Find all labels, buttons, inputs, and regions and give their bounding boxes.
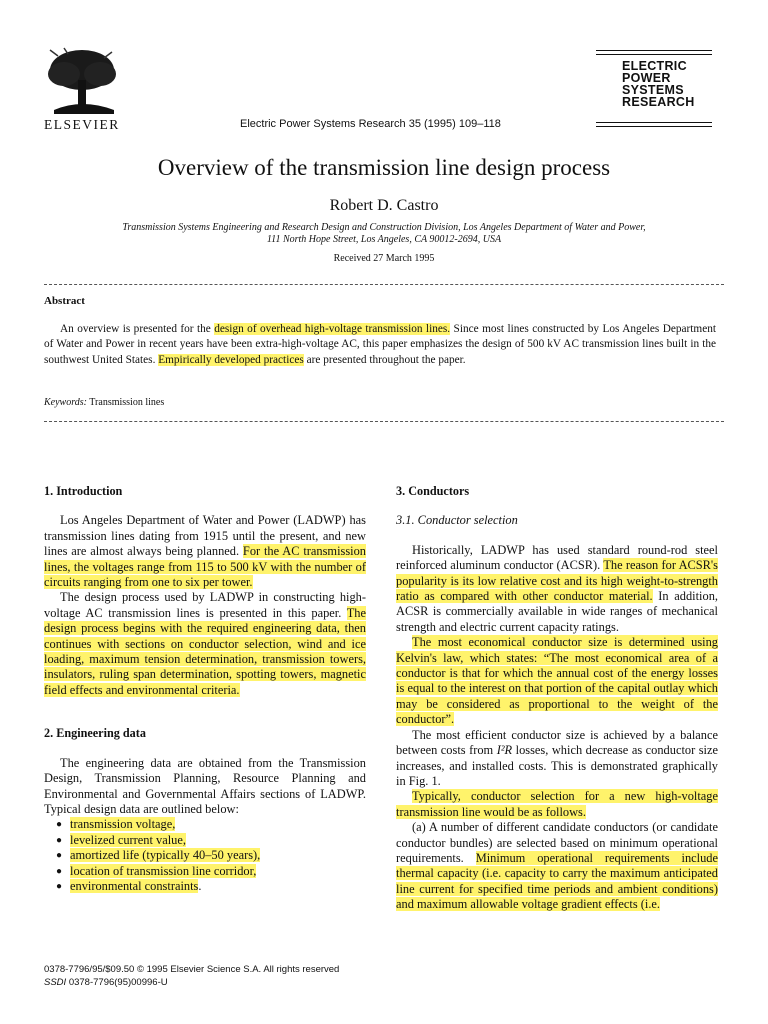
list-item: ● environmental constraints. [56,879,366,894]
journal-citation: Electric Power Systems Research 35 (1995) 109–118 [240,118,501,130]
paragraph [396,635,718,727]
elsevier-tree-logo [44,44,122,116]
paragraph: Los Angeles Department of Water and Power (LADWP) has transmission lines dating from 1915 until the present, and new lines are almost always being planned. For the AC transmission lines, the voltages range from 115 to 500 kV with the number of circuits ranging from one to six per tower. [44,513,366,590]
highlight: The design process begins with the required engineering data, then continues with sections on conductor selection, wind and ice loading, maximum tension determination, transmission towers, insulators, ruling span determination, spotting towers, magnetic field effects and environmental criteria. [44,605,366,697]
highlight: Minimum operational requirements include thermal capacity (i.e. capacity to carry the maximum anticipated line current for specified time periods and ambient conditions) and maximum allowable voltage gradient effects (i.e. [396,850,718,912]
design-data-list [44,817,366,894]
abstract-heading: Abstract [44,295,85,307]
paragraph: The most efficient conductor size is achieved by a balance between costs from I²R losses, which decrease as conductor size increases, and installed costs. This is demonstrated graphically in Fig. 1. [396,727,718,788]
author-affiliation: Transmission Systems Engineering and Research Design and Construction Division, Los Angeles Department of Water and Power, 111 North Hope Street, Los Angeles, CA 90012-2694, USA [122,222,646,245]
highlight: Empirically developed practices [158,353,304,366]
list-item: ● transmission voltage, [56,817,366,832]
keywords: Keywords: Transmission lines [44,397,165,408]
paragraph: The engineering data are obtained from the Transmission Design, Transmission Planning, Resource Planning and Environmental and Governmental Affairs sections of LADWP. Typical design data are outlined below: [44,755,366,816]
section-heading-engineering-data: 2. Engineering data [44,726,146,741]
copyright-footer: 0378-7796/95/$09.50 © 1995 Elsevier Science S.A. All rights reserved SSDI 0378-7796(95)00996-U [44,964,340,988]
journal-logo [596,48,712,130]
article-author: Robert D. Castro [329,197,439,214]
abstract-text: An overview is presented for the design of overhead high-voltage transmission lines. Since most lines constructed by Los Angeles Department of Water and Power in recent years have been extra-high-voltage AC, this paper emphasizes the design of 500 kV AC transmission lines built in the southwest United States. Empirically developed practices are presented throughout the paper. [44,323,717,366]
list-item: ● location of transmission line corridor, [56,864,366,879]
list-item: ● levelized current value, [56,833,366,848]
divider [44,421,724,422]
paragraph: Historically, LADWP has used standard round-rod steel reinforced aluminum conductor (ACSR). The reason for ACSR's popularity is its low relative cost and its high weight-to-strength ratio as compared with other conductor material. In addition, ACSR is commercially available in wide ranges of mechanical strength and electric current capacity ratings. [396,542,718,634]
paragraph [396,789,718,820]
right-column [396,484,718,913]
divider [44,284,724,285]
paragraph: (a) A number of different candidate conductors (or candidate conductor bundles) are selected based on minimum operational requirements. Minimum operational requirements include thermal capacity (i.e. capacity to carry the maximum anticipated line current for specified time periods and ambient conditions) and maximum allowable voltage gradient effects (i.e. [396,820,718,912]
publisher-name: ELSEVIER [44,117,120,132]
received-date: Received 27 March 1995 [333,253,435,264]
highlight: The most economical conductor size is determined using Kelvin's law, which states: “The most economical area of a conductor is that for which the annual cost of the energy losses is equal to the interest on that portion of the capital outlay which may be considered as proportional to the weight of the conductor”. [396,635,718,727]
list-item: ● amortized life (typically 40–50 years), [56,848,366,863]
highlight: For the AC transmission lines, the voltages range from 115 to 500 kV with the number of circuits ranging from one to six per tower. [44,544,366,590]
article-title: Overview of the transmission line design process [157,155,611,180]
paragraph: The design process used by LADWP in constructing high-voltage AC transmission lines is presented in this paper. The design process begins with the required engineering data, then continues with sections on conductor selection, wind and ice loading, maximum tension determination, transmission towers, insulators, ruling span determination, spotting towers, magnetic field effects and environmental criteria. [44,590,366,697]
journal-logo-text: ELECTRIC POWER SYSTEMS RESEARCH [622,59,695,109]
left-column [44,484,366,894]
highlight: Typically, conductor selection for a new high-voltage transmission line would be as follows. [396,789,718,819]
subsection-heading: 3.1. Conductor selection [396,513,518,528]
highlight: The reason for ACSR's popularity is its low relative cost and its high weight-to-strength ratio as compared with other conductor material. [396,558,718,604]
highlight: design of overhead high-voltage transmission lines. [214,323,451,335]
section-heading-introduction: 1. Introduction [44,484,123,498]
section-heading-conductors: 3. Conductors [396,484,470,498]
